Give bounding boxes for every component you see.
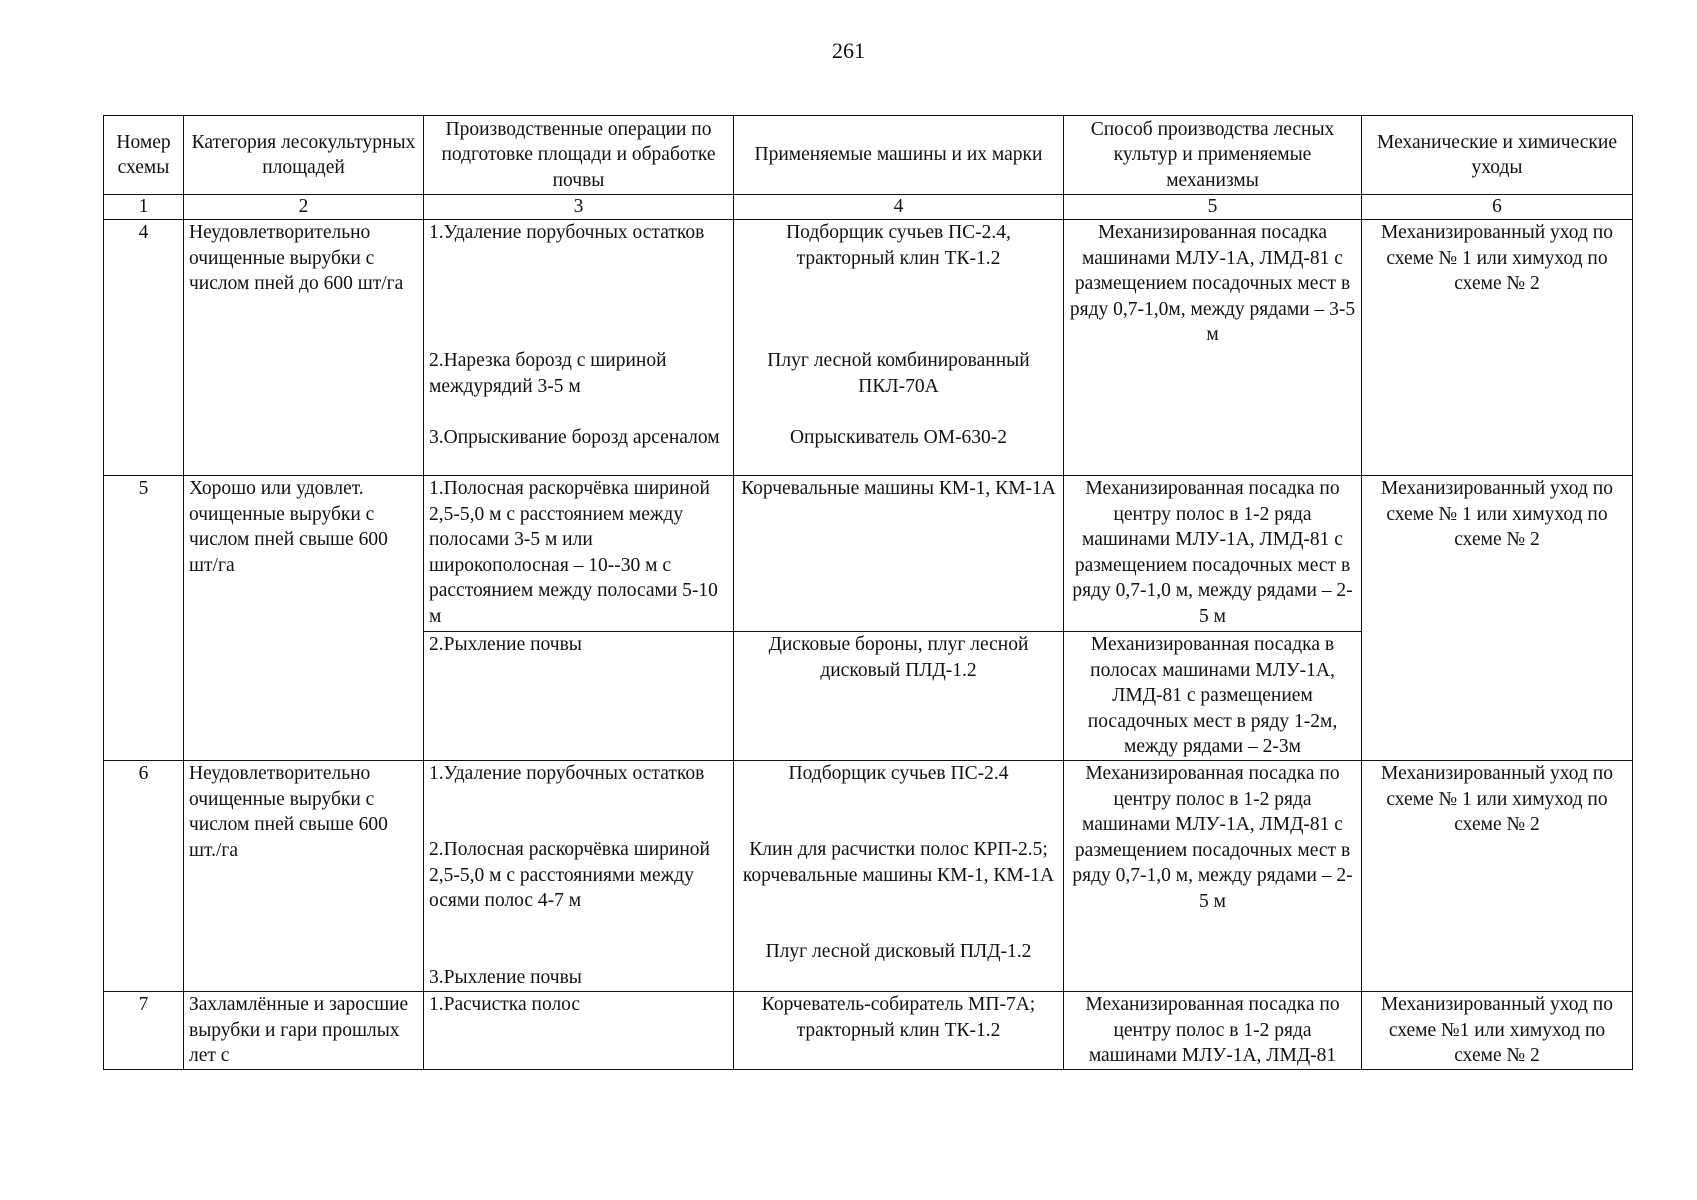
column-number: 2 [184, 195, 424, 220]
machine-item: Корчеватель-собиратель МП-7А; тракторный клин ТК-1.2 [761, 994, 1036, 1041]
scheme-number-cell: 5 [104, 476, 184, 761]
care-cell: Механизированный уход по схеме №1 или химуход по схеме № 2 [1362, 992, 1633, 1070]
forestry-operations-table [103, 115, 1633, 1070]
operation-item: 1.Удаление порубочных остатков [429, 222, 705, 243]
table-row [104, 992, 1633, 1070]
operations-cell [424, 761, 734, 992]
column-number: 5 [1064, 195, 1362, 220]
care-cell: Механизированный уход по схеме № 1 или химуход по схеме № 2 [1362, 476, 1633, 761]
table-row [104, 476, 1633, 632]
header-method: Способ производства лесных культур и применяемые механизмы [1064, 116, 1362, 195]
column-number-row [104, 195, 1633, 220]
machine-item: Опрыскиватель ОМ-630-2 [789, 427, 1008, 448]
operations-cell: 1.Полосная раскорчёвка шириной 2,5-5,0 м с расстоянием между полосами 3-5 м или широкополосная – 10--30 м с расстоянием между полосами 5-10 м [424, 476, 734, 632]
method-cell: Механизированная посадка в полосах машинами МЛУ-1А, ЛМД-81 с размещением посадочных мест в ряду 1-2м, между рядами – 2-3м [1064, 632, 1362, 761]
scheme-number-cell: 4 [104, 220, 184, 476]
category-cell: Хорошо или удовлет. очищенные вырубки с числом пней свыше 600 шт/га [184, 476, 424, 761]
machines-cell [734, 220, 1064, 476]
operation-item: 3.Опрыскивание борозд арсеналом [429, 427, 720, 448]
care-cell: Механизированный уход по схеме № 1 или химуход по схеме № 2 [1362, 220, 1633, 476]
page-number: 261 [832, 38, 865, 63]
machines-cell [734, 761, 1064, 992]
operation-item: 2.Полосная раскорчёвка шириной 2,5-5,0 м с расстояниями между осями полос 4-7 м [429, 839, 710, 911]
header-machines: Применяемые машины и их марки [734, 116, 1064, 195]
operation-item: 3.Рыхление почвы [429, 967, 582, 988]
operation-item: 2.Нарезка борозд с шириной междурядий 3-5 м [429, 350, 667, 397]
column-number: 3 [424, 195, 734, 220]
column-number: 4 [734, 195, 1064, 220]
method-cell: Механизированная посадка машинами МЛУ-1А, ЛМД-81 с размещением посадочных мест в ряду 0,7-1,0м, между рядами – 3-5 м [1064, 220, 1362, 476]
machine-item: Плуг лесной комбинированный ПКЛ-70А [767, 350, 1030, 397]
machines-cell: Дисковые бороны, плуг лесной дисковый ПЛД-1.2 [734, 632, 1064, 761]
header-operations: Производственные операции по подготовке площади и обработке почвы [424, 116, 734, 195]
operations-cell [424, 992, 734, 1070]
header-scheme-number: Номер схемы [104, 116, 184, 195]
operations-cell [424, 220, 734, 476]
table-header-row [104, 116, 1633, 195]
category-cell: Неудовлетворительно очищенные вырубки с числом пней свыше 600 шт./га [184, 761, 424, 992]
method-cell: Механизированная посадка по центру полос в 1-2 ряда машинами МЛУ-1А, ЛМД-81 с размещением посадочных мест в ряду 0,7-1,0 м, между рядами – 2-5 м [1064, 761, 1362, 992]
machine-item: Подборщик сучьев ПС-2.4 [788, 763, 1009, 784]
operation-item: 1.Расчистка полос [429, 994, 581, 1015]
operations-cell: 2.Рыхление почвы [424, 632, 734, 761]
machine-item: Плуг лесной дисковый ПЛД-1.2 [765, 941, 1032, 962]
machines-cell: Корчевальные машины КМ-1, КМ-1А [734, 476, 1064, 632]
column-number: 6 [1362, 195, 1633, 220]
header-area-category: Категория лесокультурных площадей [184, 116, 424, 195]
category-cell: Неудовлетворительно очищенные вырубки с числом пней до 600 шт/га [184, 220, 424, 476]
machine-item: Подборщик сучьев ПС-2.4, тракторный клин ТК-1.2 [786, 222, 1011, 269]
method-cell: Механизированная посадка по центру полос в 1-2 ряда машинами МЛУ-1А, ЛМД-81 с размещением посадочных мест в ряду 0,7-1,0 м, между рядами – 2-5 м [1064, 476, 1362, 632]
category-cell: Захламлённые и заросшие вырубки и гари прошлых лет с [184, 992, 424, 1070]
machine-item: Клин для расчистки полос КРП-2.5; корчевальные машины КМ-1, КМ-1А [742, 839, 1055, 886]
machines-cell [734, 992, 1064, 1070]
method-cell: Механизированная посадка по центру полос в 1-2 ряда машинами МЛУ-1А, ЛМД-81 [1064, 992, 1362, 1070]
care-cell: Механизированный уход по схеме № 1 или химуход по схеме № 2 [1362, 761, 1633, 992]
operation-item: 1.Удаление порубочных остатков [429, 763, 705, 784]
table-row [104, 761, 1633, 992]
header-care: Механические и химические уходы [1362, 116, 1633, 195]
scheme-number-cell: 6 [104, 761, 184, 992]
table-row [104, 220, 1633, 476]
column-number: 1 [104, 195, 184, 220]
scheme-number-cell: 7 [104, 992, 184, 1070]
